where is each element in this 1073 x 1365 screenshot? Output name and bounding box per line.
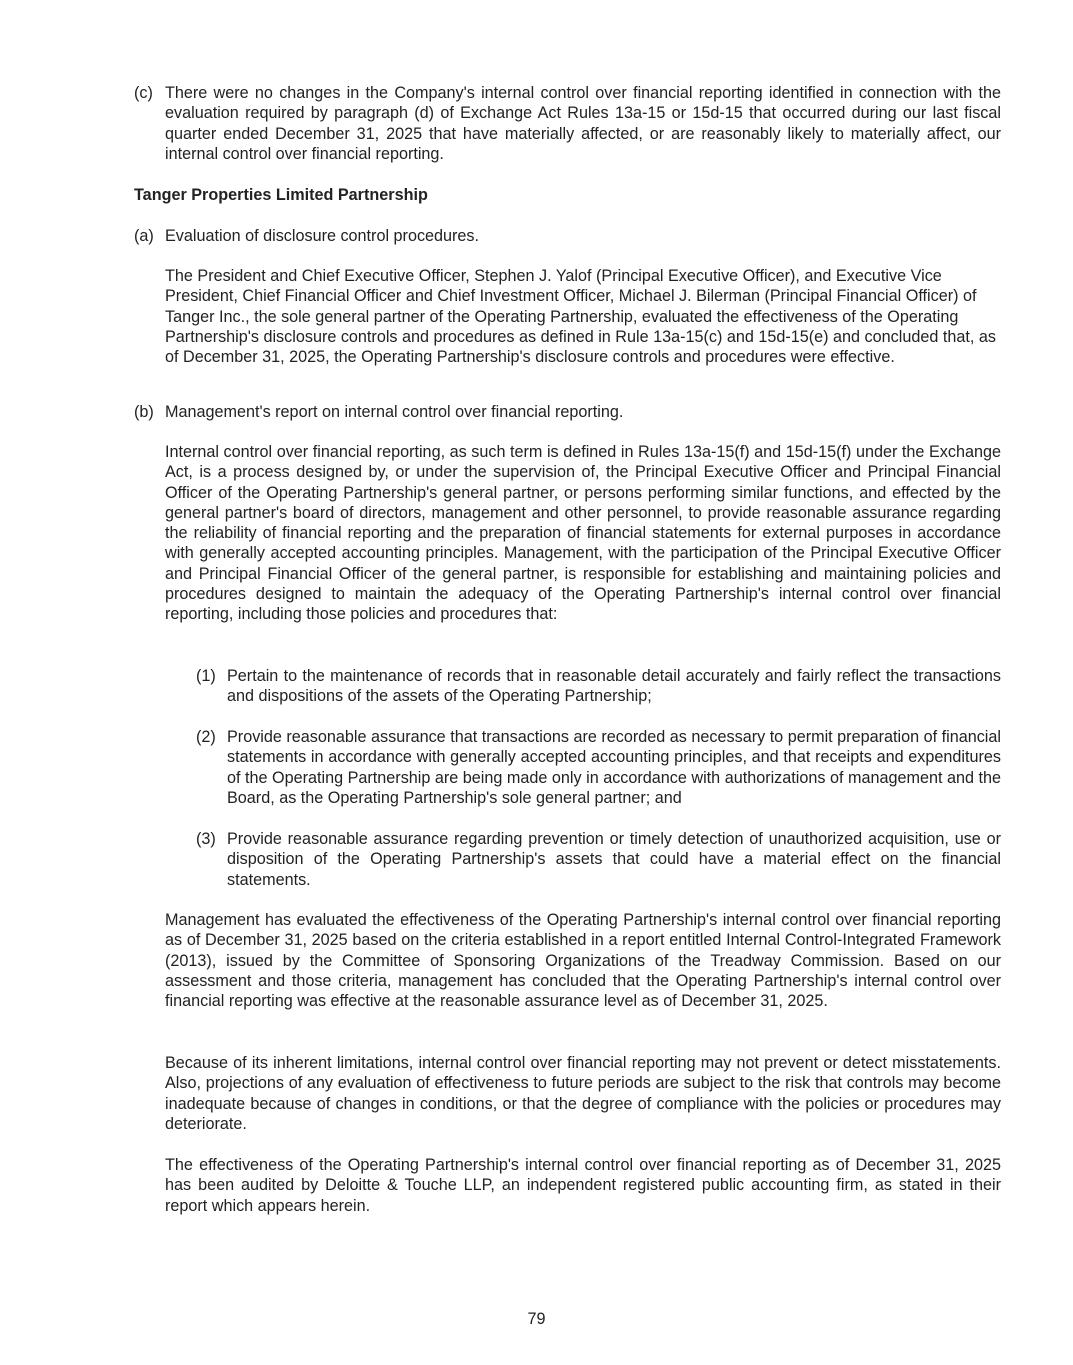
list-item-text: Provide reasonable assurance that transactions are recorded as necessary to permit preparation of financial statements in accordance with generally accepted accounting principles, and that receipts and expenditures of the Operating Partnership are being made only in accordance with authorizations of management and the Board, as the Operating Partnership's sole general partner; and bbox=[227, 728, 1001, 807]
list-item-text: Pertain to the maintenance of records that in reasonable detail accurately and fairly reflect the transactions and dispositions of the assets of the Operating Partnership; bbox=[227, 667, 1001, 706]
list-item-marker: (2) bbox=[196, 728, 216, 746]
section-a bbox=[134, 226, 1001, 246]
list-item-marker: (1) bbox=[196, 667, 216, 685]
section-b-intro: Internal control over financial reporting, as such term is defined in Rules 13a-15(f) and 15d-15(f) under the Exchange Act, is a process designed by, or under the supervision of, the Principal Executive Officer and Principal Financial Officer of the Operating Partnership's general partner, or persons performing similar functions, and effected by the general partner's board of directors, management and other personnel, to provide reasonable assurance regarding the reliability of financial reporting and the preparation of financial statements for external purposes in accordance with generally accepted accounting principles. Management, with the participation of the Principal Executive Officer and Principal Financial Officer of the general partner, is responsible for establishing and maintaining policies and procedures designed to maintain the adequacy of the Operating Partnership's internal control over financial reporting, including those policies and procedures that: bbox=[165, 443, 1001, 624]
list-item bbox=[196, 829, 1001, 890]
section-b bbox=[134, 402, 1001, 422]
section-c-text: There were no changes in the Company's internal control over financial reporting identified in connection with the evaluation required by paragraph (d) of Exchange Act Rules 13a-15 or 15d-15 that occurred during our last fiscal quarter ended December 31, 2025 that have materially affected, or are reasonably likely to materially affect, our internal control over financial reporting. bbox=[165, 84, 1001, 163]
list-item-marker: (3) bbox=[196, 830, 216, 848]
section-a-body: The President and Chief Executive Officer, Stephen J. Yalof (Principal Executive Officer), and Executive Vice President, Chief Financial Officer and Chief Investment Officer, Michael J. Bilerman (Principal Financial Officer) of Tanger Inc., the sole general partner of the Operating Partnership, evaluated the effectiveness of the Operating Partnership's disclosure controls and procedures as defined in Rule 13a-15(c) and 15d-15(e) and concluded that, as of December 31, 2025, the Operating Partnership's disclosure controls and procedures were effective. bbox=[165, 267, 996, 367]
section-b-audit: The effectiveness of the Operating Partnership's internal control over financial reporting as of December 31, 2025 has been audited by Deloitte & Touche LLP, an independent registered public accounting firm, as stated in their report which appears herein. bbox=[165, 1156, 1001, 1215]
list-item-text: Provide reasonable assurance regarding prevention or timely detection of unauthorized acquisition, use or disposition of the Operating Partnership's assets that could have a material effect on the financial statements. bbox=[227, 830, 1001, 889]
section-b-marker: (b) bbox=[134, 403, 154, 421]
section-b-title: Management's report on internal control over financial reporting. bbox=[165, 403, 624, 421]
section-b-evaluation: Management has evaluated the effectiveness of the Operating Partnership's internal control over financial reporting as of December 31, 2025 based on the criteria established in a report entitled Internal Control-Integrated Framework (2013), issued by the Committee of Sponsoring Organizations of the Treadway Commission. Based on our assessment and those criteria, management has concluded that the Operating Partnership's internal control over financial reporting was effective at the reasonable assurance level as of December 31, 2025. bbox=[165, 911, 1001, 1011]
section-c-marker: (c) bbox=[134, 84, 153, 102]
section-c bbox=[134, 83, 1001, 164]
section-a-title: Evaluation of disclosure control procedures. bbox=[165, 227, 480, 245]
page-number: 79 bbox=[527, 1310, 546, 1328]
partnership-heading: Tanger Properties Limited Partnership bbox=[134, 186, 428, 204]
list-item bbox=[196, 727, 1001, 808]
section-a-marker: (a) bbox=[134, 227, 154, 245]
section-b-limitations: Because of its inherent limitations, internal control over financial reporting may not prevent or detect misstatements. Also, projections of any evaluation of effectiveness to future periods are subject to the risk that controls may become inadequate because of changes in conditions, or that the degree of compliance with the policies or procedures may deteriorate. bbox=[165, 1054, 1001, 1133]
list-item bbox=[196, 666, 1001, 707]
